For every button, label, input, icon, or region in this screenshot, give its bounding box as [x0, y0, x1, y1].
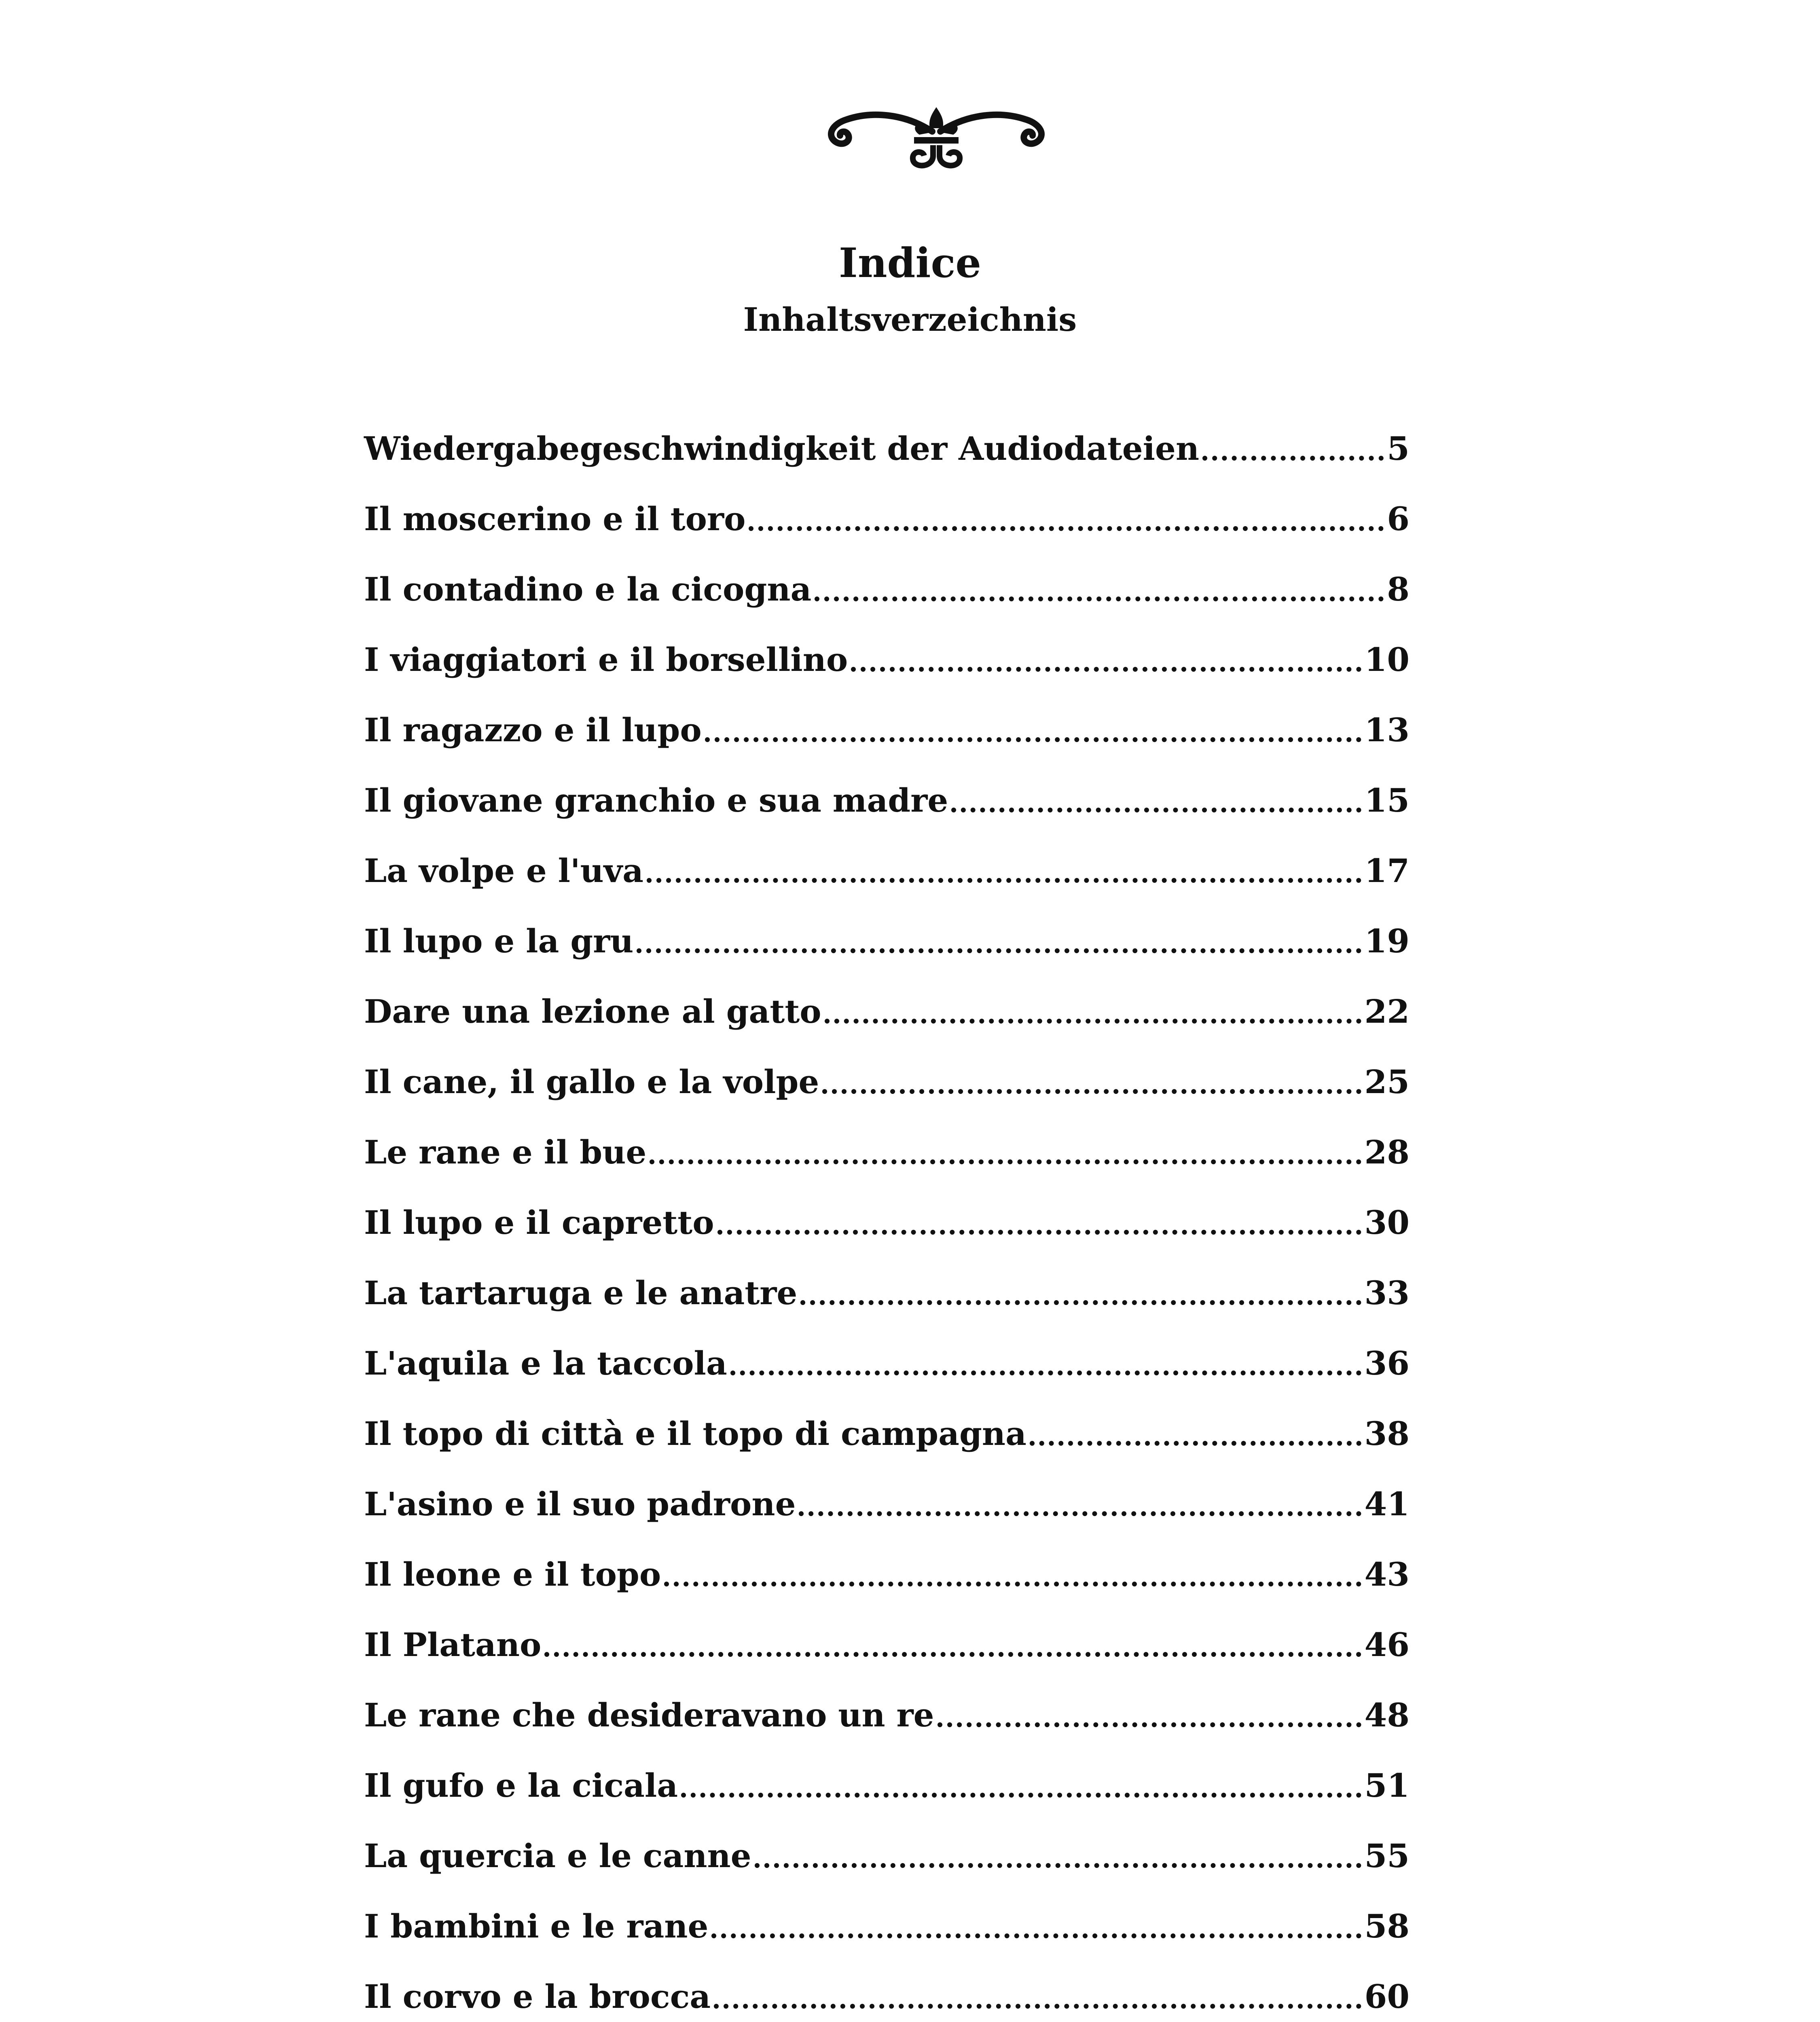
dot-leader [851, 667, 1361, 672]
dot-leader [815, 596, 1384, 601]
dot-leader [711, 1933, 1361, 1938]
toc-entry [364, 398, 1409, 469]
dot-leader [951, 808, 1361, 812]
toc-entry [364, 1876, 1409, 1946]
toc-entry [364, 1595, 1409, 1665]
toc-entry-page: 51 [1364, 1766, 1409, 1804]
toc-entry-title: Il corvo e la brocca [364, 1978, 711, 2016]
toc-entry [364, 891, 1409, 961]
toc-entry [364, 821, 1409, 891]
toc-entry [364, 1102, 1409, 1172]
toc-entry-page: 36 [1364, 1344, 1409, 1382]
toc-entry-page: 28 [1364, 1133, 1409, 1171]
toc-entry [364, 469, 1409, 539]
page-title: Indice [839, 239, 981, 287]
toc-entry-page: 5 [1387, 429, 1409, 467]
flourish-ornament-icon [823, 103, 1050, 172]
toc-entry-title: Il cane, il gallo e la volpe [364, 1063, 819, 1101]
toc-entry [364, 1172, 1409, 1243]
toc-entry-title: Il gufo e la cicala [364, 1766, 678, 1804]
toc-entry-title: I bambini e le rane [364, 1907, 709, 1945]
toc-entry-title: Il lupo e la gru [364, 922, 634, 960]
toc-entry [364, 609, 1409, 680]
toc-entry [364, 961, 1409, 1032]
toc-entry-page: 6 [1387, 500, 1409, 538]
toc-entry [364, 1383, 1409, 1454]
dot-leader [714, 2004, 1361, 2009]
toc-entry-title: Il giovane granchio e sua madre [364, 781, 948, 819]
toc-entry-title: Wiedergabegeschwindigkeit der Audiodateien [364, 429, 1200, 467]
dot-leader [730, 1371, 1361, 1375]
toc-entry [364, 1665, 1409, 1735]
toc-entry-title: L'aquila e la taccola [364, 1344, 727, 1382]
dot-leader [705, 737, 1361, 742]
toc-entry-page: 38 [1364, 1415, 1409, 1453]
dot-leader [755, 1863, 1361, 1868]
toc-entry-title: La tartaruga e le anatre [364, 1274, 798, 1312]
toc-entry [364, 750, 1409, 821]
toc-entry-page: 33 [1364, 1274, 1409, 1312]
toc-entry-title: La quercia e le canne [364, 1837, 751, 1875]
toc-entry-title: Il moscerino e il toro [364, 500, 746, 538]
toc-entry-page: 55 [1364, 1837, 1409, 1875]
toc-entry-page: 60 [1364, 1978, 1409, 2016]
toc-entry [364, 1524, 1409, 1595]
dot-leader [1030, 1441, 1361, 1446]
toc-entry-page: 13 [1364, 711, 1409, 749]
toc-entry [364, 1946, 1409, 2017]
toc-entry-title: Il lupo e il capretto [364, 1203, 714, 1242]
dot-leader [799, 1511, 1361, 1516]
toc-entry [364, 1735, 1409, 1806]
toc-entry [364, 680, 1409, 750]
toc-entry-title: Il topo di città e il topo di campagna [364, 1415, 1026, 1453]
toc-entry-title: Il Platano [364, 1626, 542, 1664]
dot-leader [717, 1230, 1361, 1235]
toc-entry-page: 41 [1364, 1485, 1409, 1523]
dot-leader [749, 526, 1384, 531]
toc-entry-page: 48 [1364, 1696, 1409, 1734]
toc-entry-title: Le rane e il bue [364, 1133, 647, 1171]
dot-leader [650, 1159, 1361, 1164]
table-of-contents [364, 398, 1409, 2017]
dot-leader [681, 1793, 1361, 1798]
dot-leader [825, 1019, 1361, 1024]
toc-entry-page: 30 [1364, 1203, 1409, 1242]
toc-entry-title: Il contadino e la cicogna [364, 570, 812, 608]
dot-leader [637, 948, 1361, 953]
toc-entry-page: 25 [1364, 1063, 1409, 1101]
toc-entry-page: 19 [1364, 922, 1409, 960]
toc-entry-title: Dare una lezione al gatto [364, 992, 821, 1030]
toc-entry-title: L'asino e il suo padrone [364, 1485, 796, 1523]
toc-entry [364, 1806, 1409, 1876]
dot-leader [544, 1652, 1361, 1657]
dot-leader [822, 1089, 1361, 1094]
dot-leader [800, 1300, 1361, 1305]
dot-leader [664, 1582, 1361, 1586]
toc-entry [364, 1313, 1409, 1383]
toc-entry-title: La volpe e l'uva [364, 852, 643, 890]
toc-entry-page: 43 [1364, 1555, 1409, 1593]
toc-entry [364, 1243, 1409, 1313]
toc-entry-page: 8 [1387, 570, 1409, 608]
dot-leader [938, 1722, 1361, 1727]
toc-entry-page: 22 [1364, 992, 1409, 1030]
toc-entry [364, 1454, 1409, 1524]
toc-entry-page: 58 [1364, 1907, 1409, 1945]
toc-entry-page: 46 [1364, 1626, 1409, 1664]
toc-entry-page: 17 [1364, 852, 1409, 890]
toc-entry [364, 539, 1409, 609]
toc-entry-title: I viaggiatori e il borsellino [364, 641, 848, 679]
toc-entry-title: Il ragazzo e il lupo [364, 711, 702, 749]
toc-entry-page: 15 [1364, 781, 1409, 819]
dot-leader [1202, 456, 1384, 461]
toc-entry-page: 10 [1364, 641, 1409, 679]
toc-entry-title: Il leone e il topo [364, 1555, 661, 1593]
page-subtitle: Inhaltsverzeichnis [743, 300, 1077, 338]
toc-entry-title: Le rane che desideravano un re [364, 1696, 934, 1734]
toc-entry [364, 1032, 1409, 1102]
dot-leader [647, 878, 1361, 883]
